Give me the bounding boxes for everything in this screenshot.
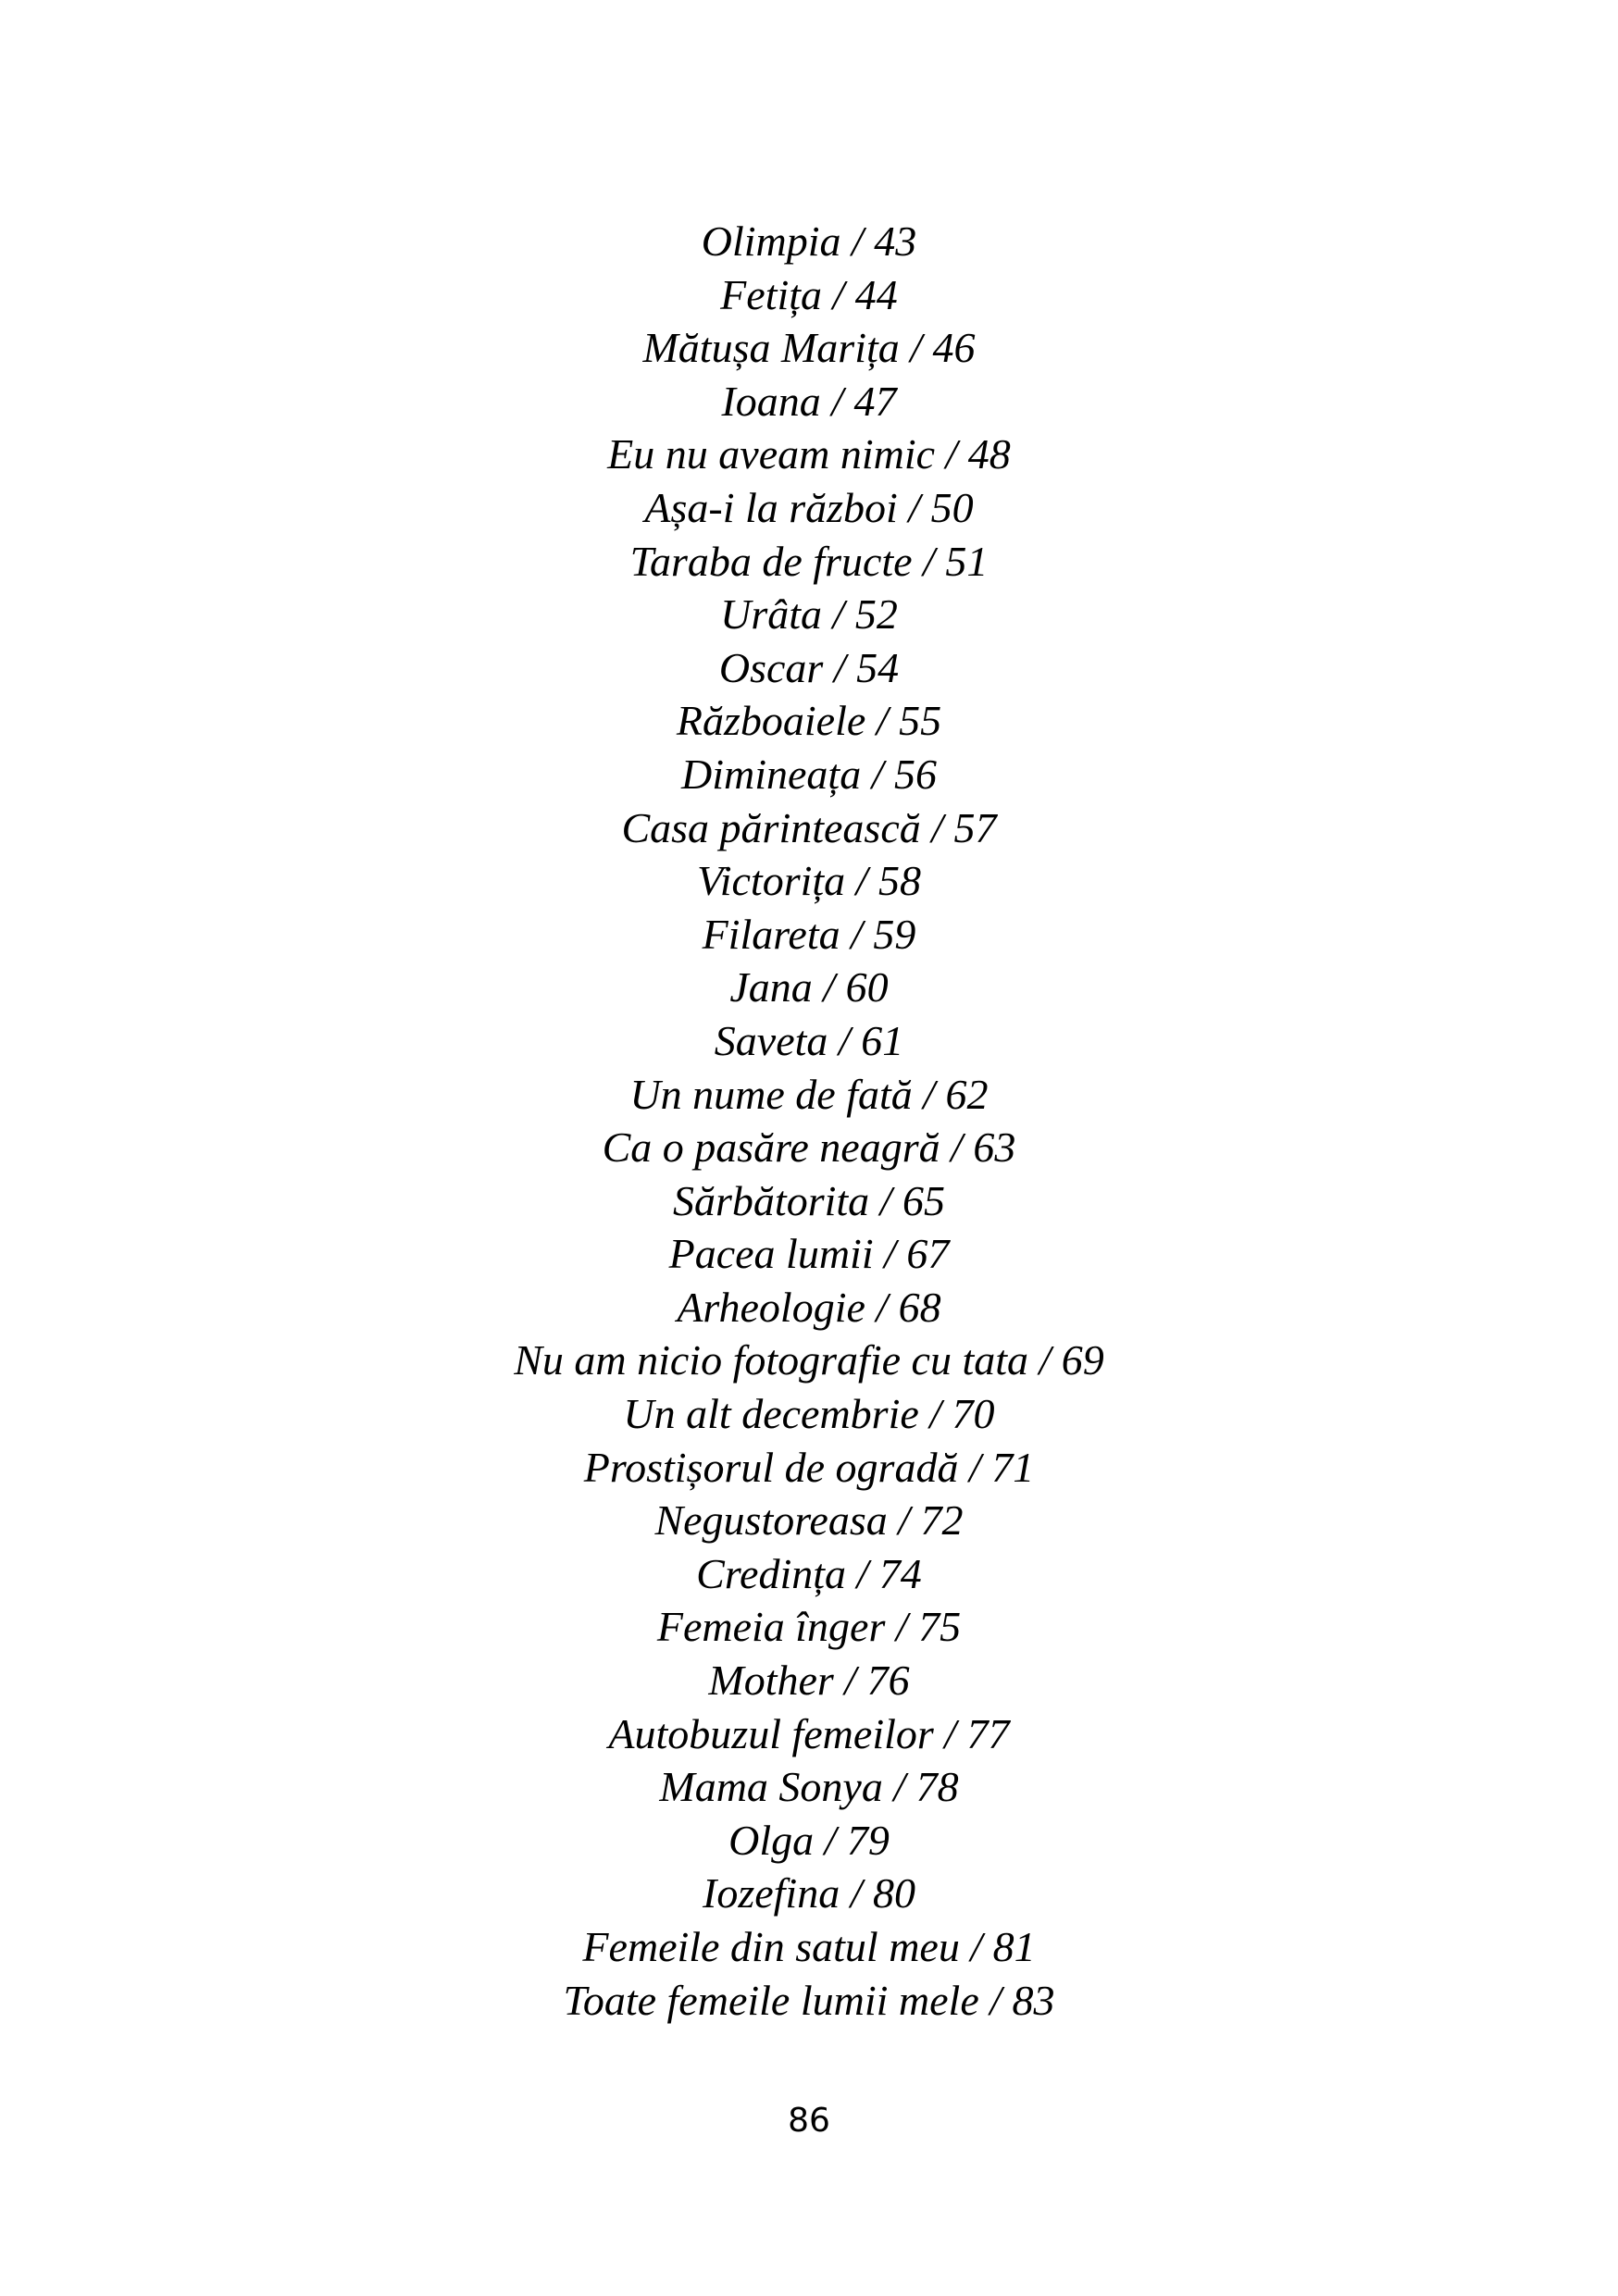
toc-entry: Ca o pasăre neagră / 63 bbox=[602, 1123, 1016, 1172]
toc-entry: Femeia înger / 75 bbox=[656, 1603, 962, 1651]
toc-entry: Autobuzul femeilor / 77 bbox=[608, 1709, 1010, 1757]
toc-entry: Oscar / 54 bbox=[718, 643, 900, 691]
toc-entry: Mătușa Marița / 46 bbox=[642, 324, 976, 372]
toc-entry: Olimpia / 43 bbox=[701, 217, 917, 265]
toc-entry: Fetița / 44 bbox=[720, 270, 898, 318]
toc-entry: Nu am nicio fotografie cu tata / 69 bbox=[514, 1336, 1104, 1384]
toc-entry: Filareta / 59 bbox=[702, 910, 916, 958]
toc-entry: Arheologie / 68 bbox=[677, 1283, 941, 1331]
toc-entry: Războaiele / 55 bbox=[676, 697, 942, 745]
toc-entry: Mama Sonya / 78 bbox=[659, 1763, 959, 1811]
toc-entry: Un nume de fată / 62 bbox=[629, 1070, 989, 1118]
table-of-contents bbox=[0, 215, 1618, 2027]
toc-entry: Taraba de fructe / 51 bbox=[629, 537, 989, 585]
toc-entry: Dimineața / 56 bbox=[681, 750, 937, 798]
toc-entry: Ioana / 47 bbox=[721, 377, 897, 425]
toc-entry: Prostișorul de ogradă / 71 bbox=[583, 1443, 1035, 1491]
toc-entry: Mother / 76 bbox=[708, 1657, 910, 1705]
toc-entry: Saveta / 61 bbox=[714, 1016, 904, 1064]
toc-entry: Pacea lumii / 67 bbox=[668, 1230, 950, 1278]
toc-entry: Sărbătorita / 65 bbox=[673, 1176, 945, 1224]
toc-entry: Jana / 60 bbox=[729, 963, 889, 1011]
toc-entry: Olga / 79 bbox=[728, 1816, 890, 1864]
toc-entry: Un alt decembrie / 70 bbox=[623, 1390, 995, 1438]
toc-entry: Toate femeile lumii mele / 83 bbox=[563, 1976, 1055, 2024]
toc-entry: Credința / 74 bbox=[696, 1549, 922, 1597]
toc-entry: Victorița / 58 bbox=[697, 857, 921, 905]
toc-entry: Urâta / 52 bbox=[720, 590, 898, 639]
toc-entry: Negustoreasa / 72 bbox=[654, 1496, 964, 1545]
toc-entry: Casa părintească / 57 bbox=[621, 803, 997, 851]
toc-entry: Iozefina / 80 bbox=[703, 1869, 915, 1917]
toc-entry: Așa-i la război / 50 bbox=[644, 483, 974, 531]
toc-entry: Eu nu aveam nimic / 48 bbox=[607, 430, 1011, 478]
toc-entry: Femeile din satul meu / 81 bbox=[582, 1923, 1036, 1970]
page-number: 86 bbox=[788, 2102, 830, 2140]
